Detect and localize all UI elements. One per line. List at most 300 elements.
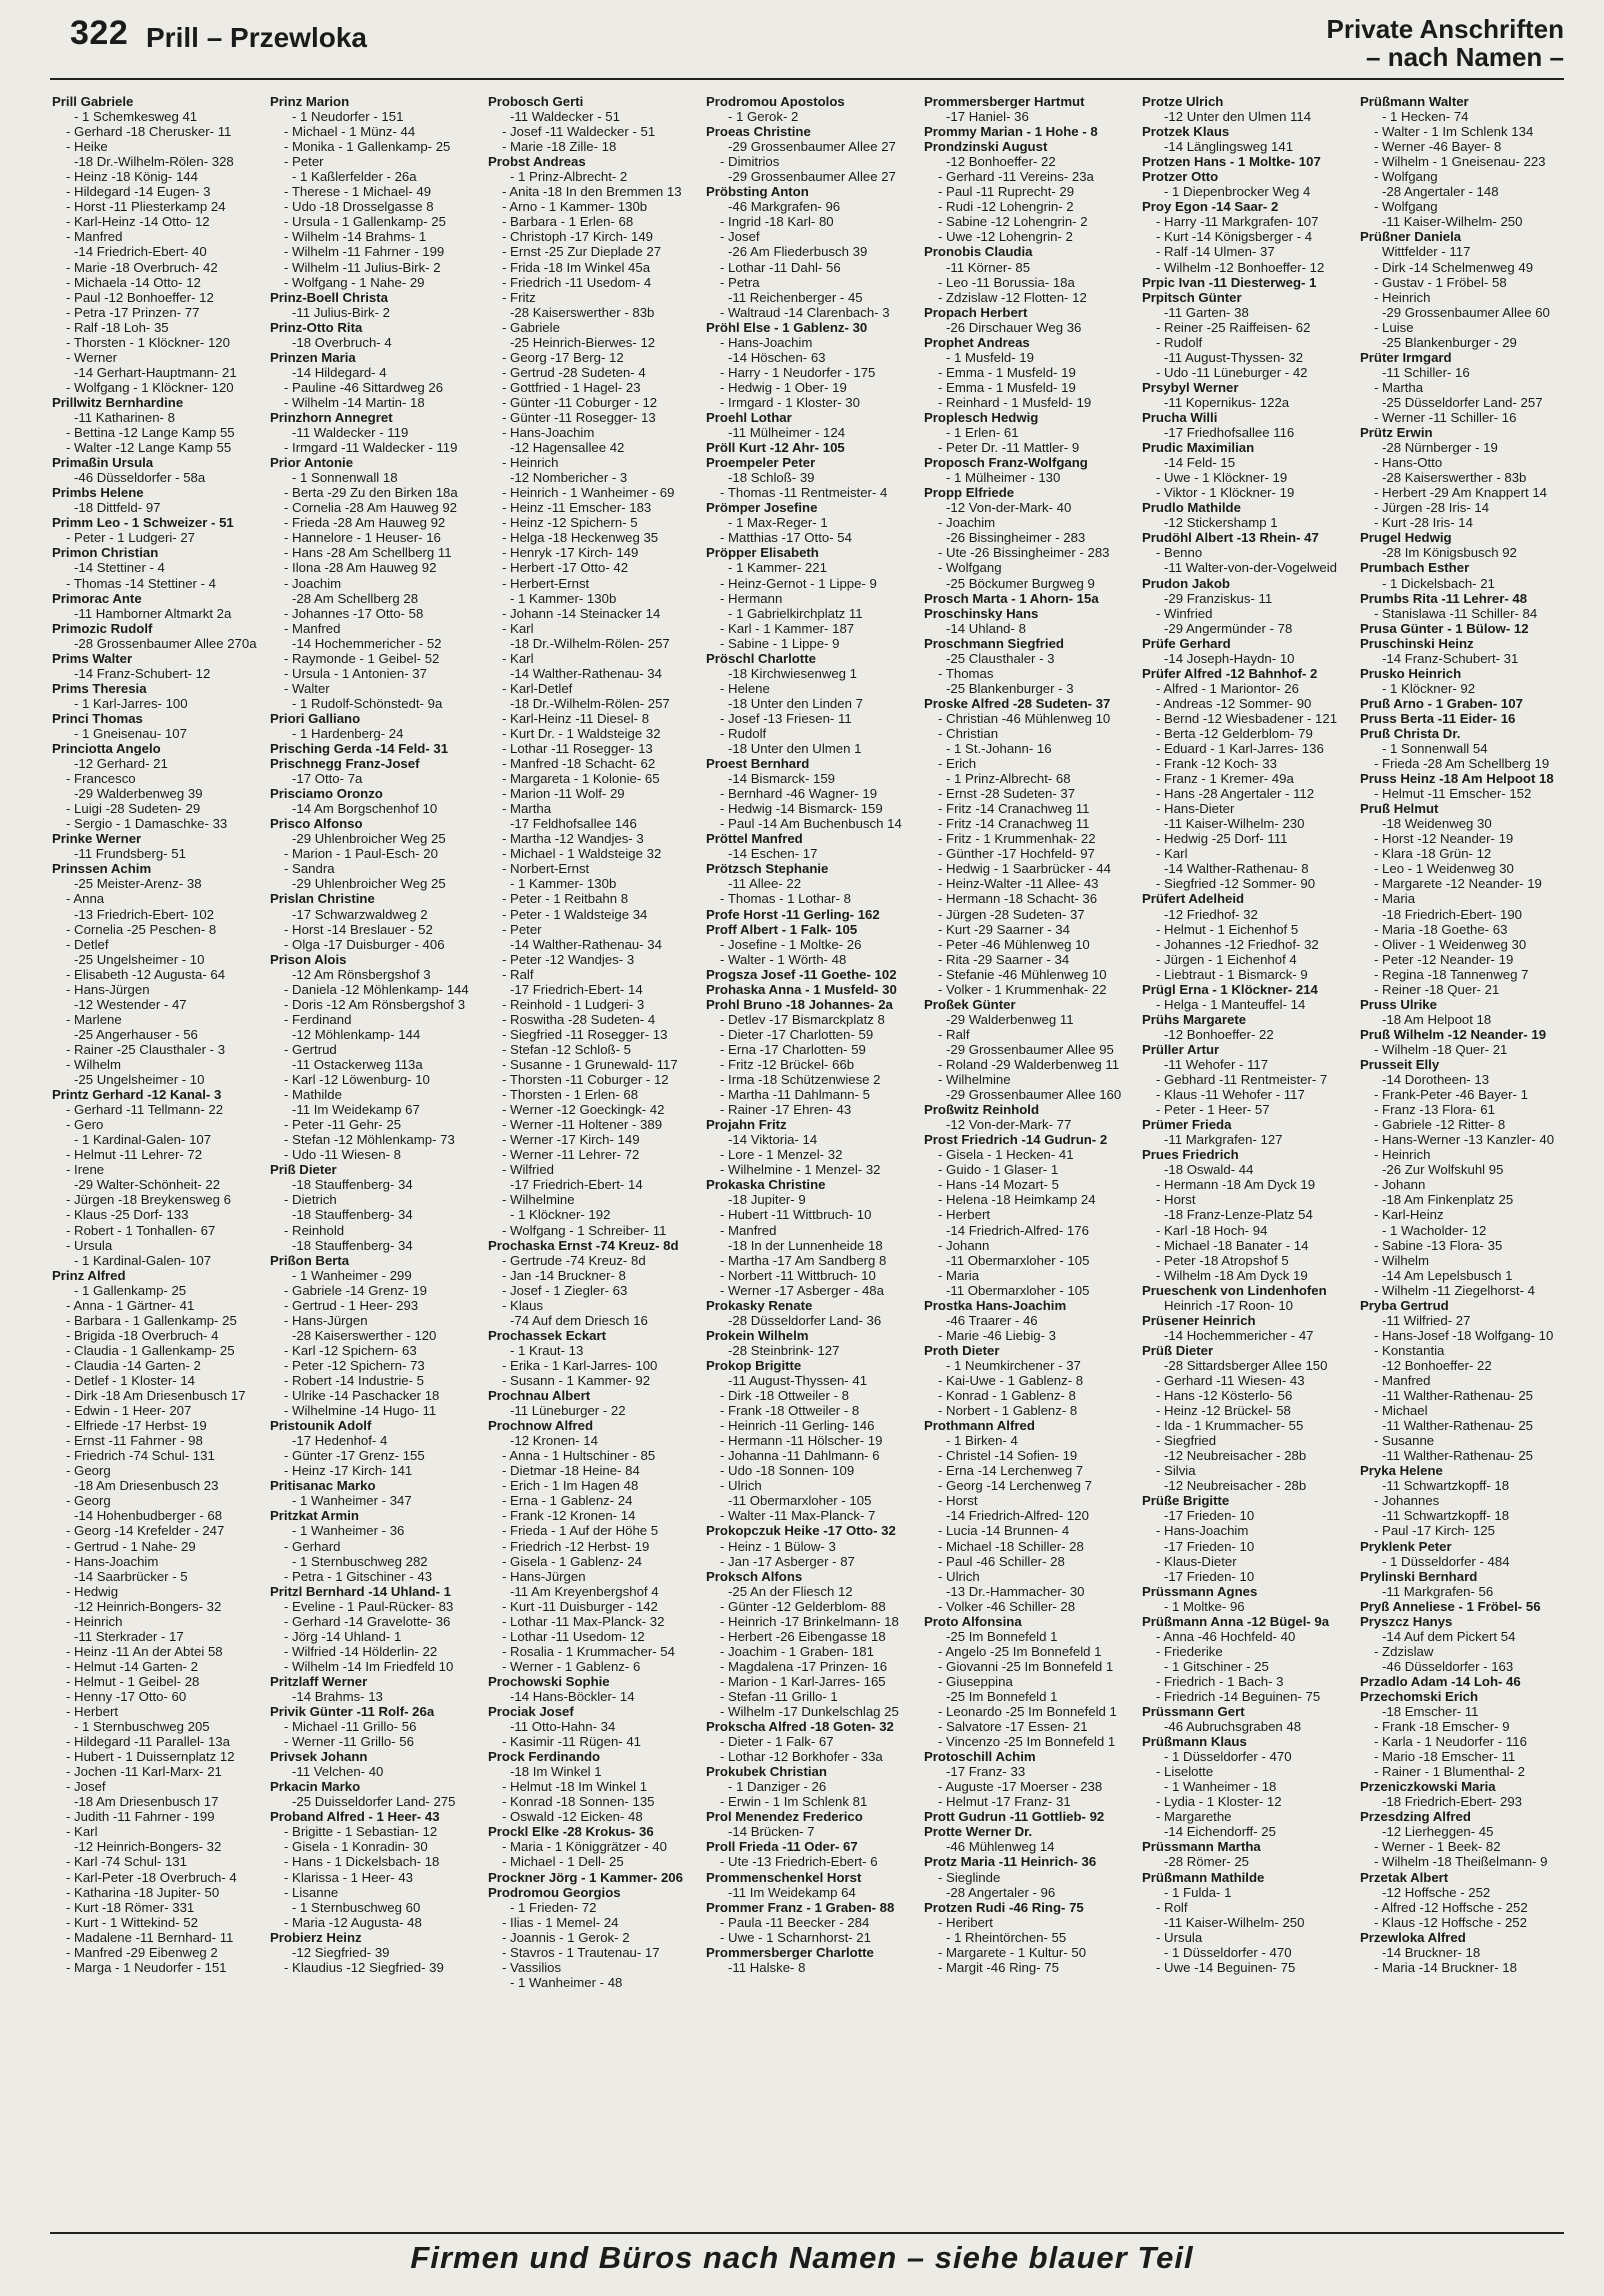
sub-entry: - Margit -46 Ring- 75 bbox=[938, 1959, 1059, 1975]
sub-entry: - Viktor - 1 Klöckner- 19 bbox=[1156, 485, 1295, 501]
surname-entry: Prims Theresia bbox=[52, 680, 147, 696]
address-line: - 1 Max-Reger- 1 bbox=[728, 515, 828, 531]
address-line: -11 Obermarxloher - 105 bbox=[946, 1282, 1090, 1298]
sub-entry: - Joachim bbox=[938, 515, 996, 531]
address-line: -28 Am Schellberg 28 bbox=[292, 590, 419, 606]
sub-entry: - Horst -11 Pliesterkamp 24 bbox=[66, 199, 226, 215]
surname-entry: Primbs Helene bbox=[52, 485, 144, 501]
address-line: -46 Mühlenweg 14 bbox=[946, 1839, 1055, 1855]
address-line: -12 Lierheggen- 45 bbox=[1382, 1824, 1494, 1840]
sub-entry: - Franz -13 Flora- 61 bbox=[1374, 1102, 1495, 1118]
address-line: -14 Viktoria- 14 bbox=[728, 1132, 818, 1148]
surname-entry: Pronobis Claudia bbox=[924, 244, 1033, 260]
address-line: -12 Bonhoeffer- 22 bbox=[1164, 1026, 1274, 1042]
surname-entry: Proplesch Hedwig bbox=[924, 409, 1039, 425]
surname-entry: Prinssen Achim bbox=[52, 861, 152, 877]
address-line: -14 Bismarck- 159 bbox=[728, 771, 836, 787]
surname-entry: Prociak Josef bbox=[488, 1704, 574, 1720]
sub-entry: - Peter -12 Neander- 19 bbox=[1374, 951, 1514, 967]
address-line: - 1 Wanheimer - 299 bbox=[292, 1267, 412, 1283]
surname-entry: Pröschl Charlotte bbox=[706, 650, 816, 666]
surname-entry: Prüfe Gerhard bbox=[1142, 635, 1231, 651]
address-line: -18 Stauffenberg- 34 bbox=[292, 1237, 413, 1253]
sub-entry: - Hedwig - 1 Ober- 19 bbox=[720, 379, 847, 395]
address-line: -11 Walther-Rathenau- 25 bbox=[1382, 1388, 1533, 1404]
sub-entry: - Heribert bbox=[938, 1914, 993, 1930]
address-line: - 1 Neumkirchener - 37 bbox=[946, 1357, 1081, 1373]
sub-entry: - Peter - 1 Reitbahn 8 bbox=[502, 891, 629, 907]
sub-entry: - Walter -12 Lange Kamp 55 bbox=[66, 440, 232, 456]
surname-entry: Prudon Jakob bbox=[1142, 575, 1230, 591]
address-line: -12 Gerhard- 21 bbox=[74, 756, 168, 772]
sub-entry: - Friedrich -11 Usedom- 4 bbox=[502, 274, 652, 290]
sub-entry: - Frank-Peter -46 Bayer- 1 bbox=[1374, 1087, 1528, 1103]
sub-entry: - Anna bbox=[66, 891, 105, 907]
sub-entry: - Udo -11 Lüneburger - 42 bbox=[1156, 364, 1308, 380]
address-line: -18 Am Finkenplatz 25 bbox=[1382, 1192, 1514, 1208]
sub-entry: - Klarissa - 1 Heer- 43 bbox=[284, 1869, 413, 1885]
surname-entry: Prokubek Christian bbox=[706, 1764, 827, 1780]
sub-entry: - Michael - 1 Dell- 25 bbox=[502, 1854, 624, 1870]
sub-entry: - Sandra bbox=[284, 861, 335, 877]
sub-entry: - Jörg -14 Uhland- 1 bbox=[284, 1628, 402, 1644]
address-line: - 1 Fulda- 1 bbox=[1164, 1884, 1232, 1900]
sub-entry: - Rita -29 Saarner - 34 bbox=[938, 951, 1070, 967]
sub-entry: - Rolf bbox=[1156, 1899, 1188, 1915]
address-line: -17 Frieden- 10 bbox=[1164, 1508, 1255, 1524]
sub-entry: - Maria bbox=[938, 1267, 980, 1283]
sub-entry: - Ursula - 1 Antonien- 37 bbox=[284, 665, 427, 681]
address-line: -29 Grossenbaumer Allee 160 bbox=[946, 1087, 1122, 1103]
address-line: -11 Körner- 85 bbox=[946, 259, 1031, 275]
sub-entry: - Zdzislaw bbox=[1374, 1643, 1434, 1659]
sub-entry: - Joachim - 1 Graben- 181 bbox=[720, 1643, 874, 1659]
sub-entry: - Ulrich bbox=[720, 1478, 762, 1494]
sub-entry: - Fritz - 1 Krummenhak- 22 bbox=[938, 831, 1096, 847]
address-line: -29 Grossenbaumer Allee 27 bbox=[728, 139, 896, 155]
address-line: -11 Katharinen- 8 bbox=[74, 409, 175, 425]
sub-entry: - Paul -11 Ruprecht- 29 bbox=[938, 184, 1075, 200]
sub-entry: - Martha -12 Wandjes- 3 bbox=[502, 831, 644, 847]
sub-entry: - Wilhelm -11 Julius-Birk- 2 bbox=[284, 259, 441, 275]
sub-entry: - Lothar -11 Max-Planck- 32 bbox=[502, 1613, 665, 1629]
sub-entry: - Leo -11 Borussia- 18a bbox=[938, 274, 1075, 290]
sub-entry: - Margarete - 1 Kultur- 50 bbox=[938, 1944, 1087, 1960]
address-line: -26 Dirschauer Weg 36 bbox=[946, 319, 1082, 335]
sub-entry: - Josefine - 1 Moltke- 26 bbox=[720, 936, 862, 952]
sub-entry: - Joachim bbox=[284, 575, 342, 591]
surname-entry: Pröttel Manfred bbox=[706, 831, 803, 847]
surname-entry: Prochnau Albert bbox=[488, 1388, 591, 1404]
address-line: -11 Markgrafen- 56 bbox=[1382, 1583, 1494, 1599]
surname-entry: Prommenschenkel Horst bbox=[706, 1869, 862, 1885]
sub-entry: - Stefan -12 Schloß- 5 bbox=[502, 1041, 632, 1057]
sub-entry: - Frieda -28 Am Schellberg 19 bbox=[1374, 756, 1550, 772]
address-line: -11 Obermarxloher - 105 bbox=[946, 1252, 1090, 1268]
address-line: -18 Im Winkel 1 bbox=[510, 1764, 602, 1780]
sub-entry: - Brigitte - 1 Sebastian- 12 bbox=[284, 1824, 438, 1840]
sub-entry: - Hans -28 Am Schellberg 11 bbox=[284, 545, 452, 561]
surname-entry: Proeas Christine bbox=[706, 124, 811, 140]
address-line: -28 Kaiserswerther - 120 bbox=[292, 1327, 437, 1343]
surname-entry: Primm Leo - 1 Schweizer - 51 bbox=[52, 515, 234, 531]
section-subtitle: – nach Namen – bbox=[1366, 42, 1564, 72]
sub-entry: - Martha -11 Dahlmann- 5 bbox=[720, 1087, 871, 1103]
surname-entry: Prudöhl Albert -13 Rhein- 47 bbox=[1142, 530, 1319, 546]
sub-entry: - Klaus -12 Hoffsche - 252 bbox=[1374, 1914, 1527, 1930]
address-line: - 1 Klöckner- 192 bbox=[510, 1207, 611, 1223]
surname-entry: Prüßmann Anna -12 Bügel- 9a bbox=[1142, 1613, 1330, 1629]
address-line: - 1 Kardinal-Galen- 107 bbox=[74, 1132, 212, 1148]
address-line: -11 Allee- 22 bbox=[728, 876, 802, 892]
address-line: -12 Von-der-Mark- 77 bbox=[946, 1117, 1072, 1133]
sub-entry: - Frida -18 Im Winkel 45a bbox=[502, 259, 651, 275]
sub-entry: - Günter -11 Rosegger- 13 bbox=[502, 409, 656, 425]
sub-entry: - Ida - 1 Krummacher- 55 bbox=[1156, 1418, 1304, 1434]
address-line: - 1 Sonnenwall 18 bbox=[292, 470, 398, 486]
sub-entry: - Michael -18 Schiller- 28 bbox=[938, 1538, 1084, 1554]
surname-entry: Prudic Maximilian bbox=[1142, 440, 1255, 456]
sub-entry: - Wilhelm -18 Quer- 21 bbox=[1374, 1041, 1508, 1057]
address-line: - 1 Mülheimer - 130 bbox=[946, 470, 1061, 486]
sub-entry: - Paul -17 Kirch- 125 bbox=[1374, 1523, 1495, 1539]
sub-entry: - Detlef - 1 Kloster- 14 bbox=[66, 1372, 195, 1388]
address-line: -18 Friedrich-Ebert- 293 bbox=[1382, 1794, 1522, 1810]
surname-entry: Proempeler Peter bbox=[706, 455, 816, 471]
surname-entry: Profe Horst -11 Gerling- 162 bbox=[706, 906, 880, 922]
sub-entry: - Gisela - 1 Konradin- 30 bbox=[284, 1839, 428, 1855]
surname-entry: Prüssmann Gert bbox=[1142, 1704, 1245, 1720]
sub-entry: - Klaus-Dieter bbox=[1156, 1553, 1237, 1569]
sub-entry: - Wolfgang - 1 Nahe- 29 bbox=[284, 274, 425, 290]
surname-entry: Prüßmann Mathilde bbox=[1142, 1869, 1265, 1885]
surname-entry: Proth Dieter bbox=[924, 1342, 1000, 1358]
sub-entry: - Raymonde - 1 Geibel- 52 bbox=[284, 650, 440, 666]
address-line: -25 Duisseldorfer Land- 275 bbox=[292, 1794, 456, 1810]
sub-entry: - Jürgen -28 Iris- 14 bbox=[1374, 500, 1490, 516]
sub-entry: - Peter bbox=[502, 921, 542, 937]
sub-entry: - Helga -18 Heckenweg 35 bbox=[502, 530, 659, 546]
address-line: -14 Hildegard- 4 bbox=[292, 364, 387, 380]
sub-entry: - Hedwig bbox=[66, 1583, 119, 1599]
sub-entry: - Klaus -11 Wehofer - 117 bbox=[1156, 1087, 1305, 1103]
sub-entry: - Daniela -12 Möhlenkamp- 144 bbox=[284, 981, 469, 997]
sub-entry: - Wilhelm - 1 Gneisenau- 223 bbox=[1374, 154, 1546, 170]
sub-entry: - Gottfried - 1 Hagel- 23 bbox=[502, 379, 641, 395]
surname-entry: Prokasky Renate bbox=[706, 1297, 813, 1313]
sub-entry: - Ursula - 1 Gallenkamp- 25 bbox=[284, 214, 446, 230]
address-line: -17 Hedenhof- 4 bbox=[292, 1433, 388, 1449]
address-line: -14 Gerhart-Hauptmann- 21 bbox=[74, 364, 237, 380]
sub-entry: - Ferdinand bbox=[284, 1011, 352, 1027]
surname-entry: Proehl Lothar bbox=[706, 409, 792, 425]
address-line: -14 Hochemmericher - 47 bbox=[1164, 1327, 1314, 1343]
sub-entry: - Frieda - 1 Auf der Höhe 5 bbox=[502, 1523, 659, 1539]
surname-entry: Prinke Werner bbox=[52, 831, 142, 847]
address-line: -11 Markgrafen- 127 bbox=[1164, 1132, 1283, 1148]
surname-entry: Prinz Alfred bbox=[52, 1267, 126, 1283]
address-line: - 1 Gabrielkirchplatz 11 bbox=[728, 605, 863, 621]
address-line: -14 Am Lepelsbusch 1 bbox=[1382, 1267, 1513, 1283]
sub-entry: - Josef bbox=[720, 229, 760, 245]
surname-entry: Prior Antonie bbox=[270, 455, 354, 471]
sub-entry: - Christian bbox=[938, 725, 999, 741]
sub-entry: - Luise bbox=[1374, 319, 1414, 335]
sub-entry: - Marie -18 Zille- 18 bbox=[502, 139, 617, 155]
sub-entry: - Oliver - 1 Weidenweg 30 bbox=[1374, 936, 1527, 952]
address-line: -11 Reichenberger - 45 bbox=[728, 289, 863, 305]
surname-entry: Proff Albert - 1 Falk- 105 bbox=[706, 921, 858, 937]
address-line: - 1 Rudolf-Schönstedt- 9a bbox=[292, 695, 443, 711]
sub-entry: - Dieter - 1 Falk- 67 bbox=[720, 1734, 834, 1750]
directory-column-3 bbox=[488, 94, 700, 2224]
address-line: -12 Bonhoeffer- 22 bbox=[946, 154, 1056, 170]
surname-entry: Pruß Wilhelm -12 Neander- 19 bbox=[1360, 1026, 1547, 1042]
surname-entry: Prockner Jörg - 1 Kammer- 206 bbox=[488, 1869, 683, 1885]
sub-entry: - Stefanie -46 Mühlenweg 10 bbox=[938, 966, 1107, 982]
header-divider bbox=[50, 78, 1564, 80]
address-line: -11 Lüneburger - 22 bbox=[510, 1403, 626, 1419]
sub-entry: - Harry -11 Markgrafen- 107 bbox=[1156, 214, 1319, 230]
address-line: -18 Overbruch- 4 bbox=[292, 334, 392, 350]
sub-entry: - Hans-Joachim bbox=[66, 1553, 159, 1569]
surname-entry: Prüßner Daniela bbox=[1360, 229, 1462, 245]
address-line: -17 Frieden- 10 bbox=[1164, 1568, 1255, 1584]
surname-entry: Pruss Berta -11 Eider- 16 bbox=[1360, 710, 1516, 726]
sub-entry: - Paul -14 Am Buchenbusch 14 bbox=[720, 816, 902, 832]
sub-entry: - Hermann -18 Am Dyck 19 bbox=[1156, 1177, 1316, 1193]
address-line: -11 Schiller- 16 bbox=[1382, 364, 1470, 380]
sub-entry: - Erna - 1 Gablenz- 24 bbox=[502, 1493, 633, 1509]
sub-entry: - Sabine - 1 Lippe- 9 bbox=[720, 635, 840, 651]
sub-entry: - Werner -11 Schiller- 16 bbox=[1374, 409, 1517, 425]
sub-entry: - Herbert bbox=[938, 1207, 991, 1223]
sub-entry: - Helene bbox=[720, 680, 770, 696]
sub-entry: - Irmgard -11 Waldecker - 119 bbox=[284, 440, 458, 456]
sub-entry: - Helmut - 1 Eichenhof 5 bbox=[1156, 921, 1299, 937]
address-line: -29 Uhlenbroicher Weg 25 bbox=[292, 831, 446, 847]
address-line: -17 Friedrich-Ebert- 14 bbox=[510, 981, 643, 997]
address-line: -14 Eichendorff- 25 bbox=[1164, 1824, 1276, 1840]
surname-entry: Proschmann Siegfried bbox=[924, 635, 1064, 651]
surname-entry: Prusko Heinrich bbox=[1360, 665, 1462, 681]
surname-entry: Prylinski Bernhard bbox=[1360, 1568, 1478, 1584]
sub-entry: - Thorsten - 1 Klöckner- 120 bbox=[66, 334, 230, 350]
surname-entry: Protoschill Achim bbox=[924, 1749, 1036, 1765]
sub-entry: - Heinz-Walter -11 Allee- 43 bbox=[938, 876, 1099, 892]
sub-entry: - Cornelia -25 Peschen- 8 bbox=[66, 921, 217, 937]
surname-entry: Probst Andreas bbox=[488, 154, 586, 170]
directory-column-2 bbox=[270, 94, 482, 2224]
sub-entry: - Wolfgang bbox=[1374, 169, 1438, 185]
address-line: -25 Ungelsheimer - 10 bbox=[74, 1072, 205, 1088]
sub-entry: - Karl -12 Löwenburg- 10 bbox=[284, 1072, 430, 1088]
sub-entry: - Michael -11 Grillo- 56 bbox=[284, 1719, 417, 1735]
sub-entry: - Werner -11 Lehrer- 72 bbox=[502, 1147, 640, 1163]
address-line: -18 Emscher- 11 bbox=[1382, 1704, 1479, 1720]
sub-entry: - Herbert bbox=[66, 1704, 119, 1720]
surname-entry: Prucha Willi bbox=[1142, 409, 1218, 425]
sub-entry: - Mario -18 Emscher- 11 bbox=[1374, 1749, 1516, 1765]
surname-entry: Prinzhorn Annegret bbox=[270, 409, 393, 425]
sub-entry: - Hans-Dieter bbox=[1156, 801, 1235, 817]
surname-entry: Przesdzing Alfred bbox=[1360, 1809, 1471, 1825]
sub-entry: - Robert - 1 Tonhallen- 67 bbox=[66, 1222, 216, 1238]
surname-entry: Prpic Ivan -11 Diesterweg- 1 bbox=[1142, 274, 1317, 290]
surname-entry: Pritzlaff Werner bbox=[270, 1673, 368, 1689]
address-line: -25 Düsseldorfer Land- 257 bbox=[1382, 394, 1543, 410]
surname-entry: Prostka Hans-Joachim bbox=[924, 1297, 1067, 1313]
surname-entry: Prumbach Esther bbox=[1360, 560, 1470, 576]
sub-entry: - Silvia bbox=[1156, 1463, 1196, 1479]
address-line: -29 Uhlenbroicher Weg 25 bbox=[292, 876, 446, 892]
sub-entry: - Rainer -17 Ehren- 43 bbox=[720, 1102, 852, 1118]
surname-entry: Priß Dieter bbox=[270, 1162, 337, 1178]
sub-entry: - Horst bbox=[1156, 1192, 1196, 1208]
surname-entry: Prüßmann Walter bbox=[1360, 94, 1469, 109]
surname-entry: Prokein Wilhelm bbox=[706, 1327, 809, 1343]
address-line: -11 Frundsberg- 51 bbox=[74, 846, 186, 862]
address-line: - 1 Prinz-Albrecht- 2 bbox=[510, 169, 628, 185]
sub-entry: - Kurt Dr. - 1 Waldsteige 32 bbox=[502, 725, 661, 741]
surname-entry: Prillwitz Bernhardine bbox=[52, 394, 184, 410]
sub-entry: - Arno - 1 Kammer- 130b bbox=[502, 199, 648, 215]
sub-entry: - Maria - 1 Königgrätzer - 40 bbox=[502, 1839, 667, 1855]
sub-entry: - Thomas -11 Rentmeister- 4 bbox=[720, 485, 888, 501]
sub-entry: - Wolfgang bbox=[938, 560, 1002, 576]
sub-entry: - Detlev -17 Bismarckplatz 8 bbox=[720, 1011, 885, 1027]
sub-entry: - Vincenzo -25 Im Bonnefeld 1 bbox=[938, 1734, 1116, 1750]
address-line: -29 Grossenbaumer Allee 27 bbox=[728, 169, 896, 185]
address-line: - 1 Kraut- 13 bbox=[510, 1342, 584, 1358]
sub-entry: - Erna -14 Lerchenweg 7 bbox=[938, 1463, 1084, 1479]
sub-entry: - Karl-Heinz bbox=[1374, 1207, 1444, 1223]
sub-entry: - Karl-Heinz -11 Diesel- 8 bbox=[502, 710, 650, 726]
sub-entry: - Günter -17 Grenz- 155 bbox=[284, 1448, 425, 1464]
sub-entry: - Peter Dr. -11 Mattler- 9 bbox=[938, 440, 1080, 456]
surname-entry: Protz Maria -11 Heinrich- 36 bbox=[924, 1854, 1097, 1870]
surname-entry: Proest Bernhard bbox=[706, 756, 810, 772]
sub-entry: - Dirk -14 Schelmenweg 49 bbox=[1374, 259, 1534, 275]
address-line: - 1 Klöckner- 92 bbox=[1382, 680, 1476, 696]
surname-entry: Prötzsch Stephanie bbox=[706, 861, 829, 877]
surname-entry: Proposch Franz-Wolfgang bbox=[924, 455, 1088, 471]
sub-entry: - Friedrich -14 Beguinen- 75 bbox=[1156, 1688, 1321, 1704]
sub-entry: - Liebtraut - 1 Bismarck- 9 bbox=[1156, 966, 1308, 982]
surname-entry: Proto Alfonsina bbox=[924, 1613, 1022, 1629]
surname-entry: Prommy Marian - 1 Hohe - 8 bbox=[924, 124, 1098, 140]
sub-entry: - Erich bbox=[938, 756, 977, 772]
sub-entry: - Susann - 1 Kammer- 92 bbox=[502, 1372, 651, 1388]
address-line: - 1 Erlen- 61 bbox=[946, 425, 1019, 441]
sub-entry: - Hans -14 Mozart- 5 bbox=[938, 1177, 1059, 1193]
address-line: -14 Dorotheen- 13 bbox=[1382, 1072, 1490, 1088]
address-line: -18 Kirchwiesenweg 1 bbox=[728, 665, 858, 681]
address-line: -12 Am Rönsbergshof 3 bbox=[292, 966, 431, 982]
address-line: -25 Böckumer Burgweg 9 bbox=[946, 575, 1095, 591]
address-line: -28 Im Königsbusch 92 bbox=[1382, 545, 1517, 561]
sub-entry: - Rudolf bbox=[1156, 334, 1203, 350]
sub-entry: - Konrad -18 Sonnen- 135 bbox=[502, 1794, 655, 1810]
sub-entry: - Herbert-Ernst bbox=[502, 575, 590, 591]
sub-entry: - Frank -18 Emscher- 9 bbox=[1374, 1719, 1510, 1735]
sub-entry: - Hans-Jürgen bbox=[284, 1312, 368, 1328]
surname-entry: Protzen Rudi -46 Ring- 75 bbox=[924, 1899, 1084, 1915]
surname-entry: Prues Friedrich bbox=[1142, 1147, 1239, 1163]
sub-entry: - Helmut - 1 Geibel- 28 bbox=[66, 1673, 200, 1689]
address-line: -17 Frieden- 10 bbox=[1164, 1538, 1255, 1554]
sub-entry: - Reiner -25 Raiffeisen- 62 bbox=[1156, 319, 1311, 335]
sub-entry: - Georg bbox=[66, 1493, 111, 1509]
sub-entry: - Erna -17 Charlotten- 59 bbox=[720, 1041, 866, 1057]
surname-entry: Prondzinski August bbox=[924, 139, 1048, 155]
sub-entry: - Barbara - 1 Gallenkamp- 25 bbox=[66, 1312, 237, 1328]
address-line: -17 Friedhofsallee 116 bbox=[1164, 425, 1295, 441]
address-line: -14 Walther-Rathenau- 34 bbox=[510, 936, 662, 952]
sub-entry: - Christian -46 Mühlenweg 10 bbox=[938, 710, 1111, 726]
sub-entry: - Marie -46 Liebig- 3 bbox=[938, 1327, 1057, 1343]
sub-entry: - Johann bbox=[1374, 1177, 1426, 1193]
sub-entry: - Werner - 1 Beek- 82 bbox=[1374, 1839, 1501, 1855]
address-line: -18 Dr.-Wilhelm-Rölen- 328 bbox=[74, 154, 234, 170]
footer-note: Firmen und Büros nach Namen – siehe blauer Teil bbox=[410, 2240, 1194, 2275]
sub-entry: - Monika - 1 Gallenkamp- 25 bbox=[284, 139, 451, 155]
surname-entry: Pröbsting Anton bbox=[706, 184, 809, 200]
surname-entry: Probierz Heinz bbox=[270, 1929, 362, 1945]
address-line: -18 Stauffenberg- 34 bbox=[292, 1207, 413, 1223]
address-line: -29 Grossenbaumer Allee 60 bbox=[1382, 304, 1550, 320]
address-line: -14 Feld- 15 bbox=[1164, 455, 1236, 471]
address-line: -11 Kaiser-Wilhelm- 250 bbox=[1382, 214, 1523, 230]
address-line: -18 Friedrich-Ebert- 190 bbox=[1382, 906, 1522, 922]
sub-entry: - Werner - 1 Gablenz- 6 bbox=[502, 1658, 641, 1674]
surname-entry: Prophet Andreas bbox=[924, 334, 1030, 350]
sub-entry: - Wilhelm bbox=[1374, 1252, 1429, 1268]
sub-entry: - Jochen -11 Karl-Marx- 21 bbox=[66, 1764, 222, 1780]
surname-entry: Prusseit Elly bbox=[1360, 1057, 1440, 1072]
sub-entry: - Jan -17 Asberger - 87 bbox=[720, 1553, 855, 1569]
sub-entry: - Helga - 1 Manteuffel- 14 bbox=[1156, 996, 1306, 1012]
address-line: -14 Friedrich-Alfred- 120 bbox=[946, 1508, 1089, 1524]
address-line: -46 Aubruchsgraben 48 bbox=[1164, 1719, 1302, 1735]
sub-entry: - Anna - 1 Hultschiner - 85 bbox=[502, 1448, 656, 1464]
sub-entry: - Lothar -11 Dahl- 56 bbox=[720, 259, 841, 275]
sub-entry: - Gerhard -11 Vereins- 23a bbox=[938, 169, 1094, 185]
address-line: -28 Römer- 25 bbox=[1164, 1854, 1250, 1870]
sub-entry: - Fritz -14 Cranachweg 11 bbox=[938, 801, 1090, 817]
sub-entry: - Ralf bbox=[938, 1026, 970, 1042]
directory-column-5 bbox=[924, 94, 1136, 2224]
sub-entry: - Wilfried bbox=[502, 1162, 555, 1178]
sub-entry: - Bernd -12 Wiesbadener - 121 bbox=[1156, 710, 1338, 726]
address-line: -11 Waldecker - 51 bbox=[510, 109, 620, 125]
sub-entry: - Ralf -14 Ulmen- 37 bbox=[1156, 244, 1275, 260]
sub-entry: - Johannes -17 Otto- 58 bbox=[284, 605, 424, 621]
sub-entry: - Werner -17 Asberger - 48a bbox=[720, 1282, 884, 1298]
surname-entry: Prisco Alfonso bbox=[270, 816, 363, 832]
address-line: -28 Sittardsberger Allee 150 bbox=[1164, 1357, 1328, 1373]
surname-entry: Przewloka Alfred bbox=[1360, 1929, 1466, 1945]
address-line: -18 Unter den Ulmen 1 bbox=[728, 741, 862, 757]
sub-entry: - Petra - 1 Gitschiner - 43 bbox=[284, 1568, 433, 1584]
address-line: - 1 Schemkesweg 41 bbox=[74, 109, 198, 125]
sub-entry: - Kurt -29 Saarner - 34 bbox=[938, 921, 1070, 937]
sub-entry: - Ralf bbox=[502, 966, 534, 982]
sub-entry: - Heinz -11 Emscher- 183 bbox=[502, 500, 652, 516]
sub-entry: - Emma - 1 Musfeld- 19 bbox=[938, 364, 1076, 380]
surname-entry: Pruß Helmut bbox=[1360, 801, 1439, 817]
address-line: - 1 Prinz-Albrecht- 68 bbox=[946, 771, 1071, 787]
